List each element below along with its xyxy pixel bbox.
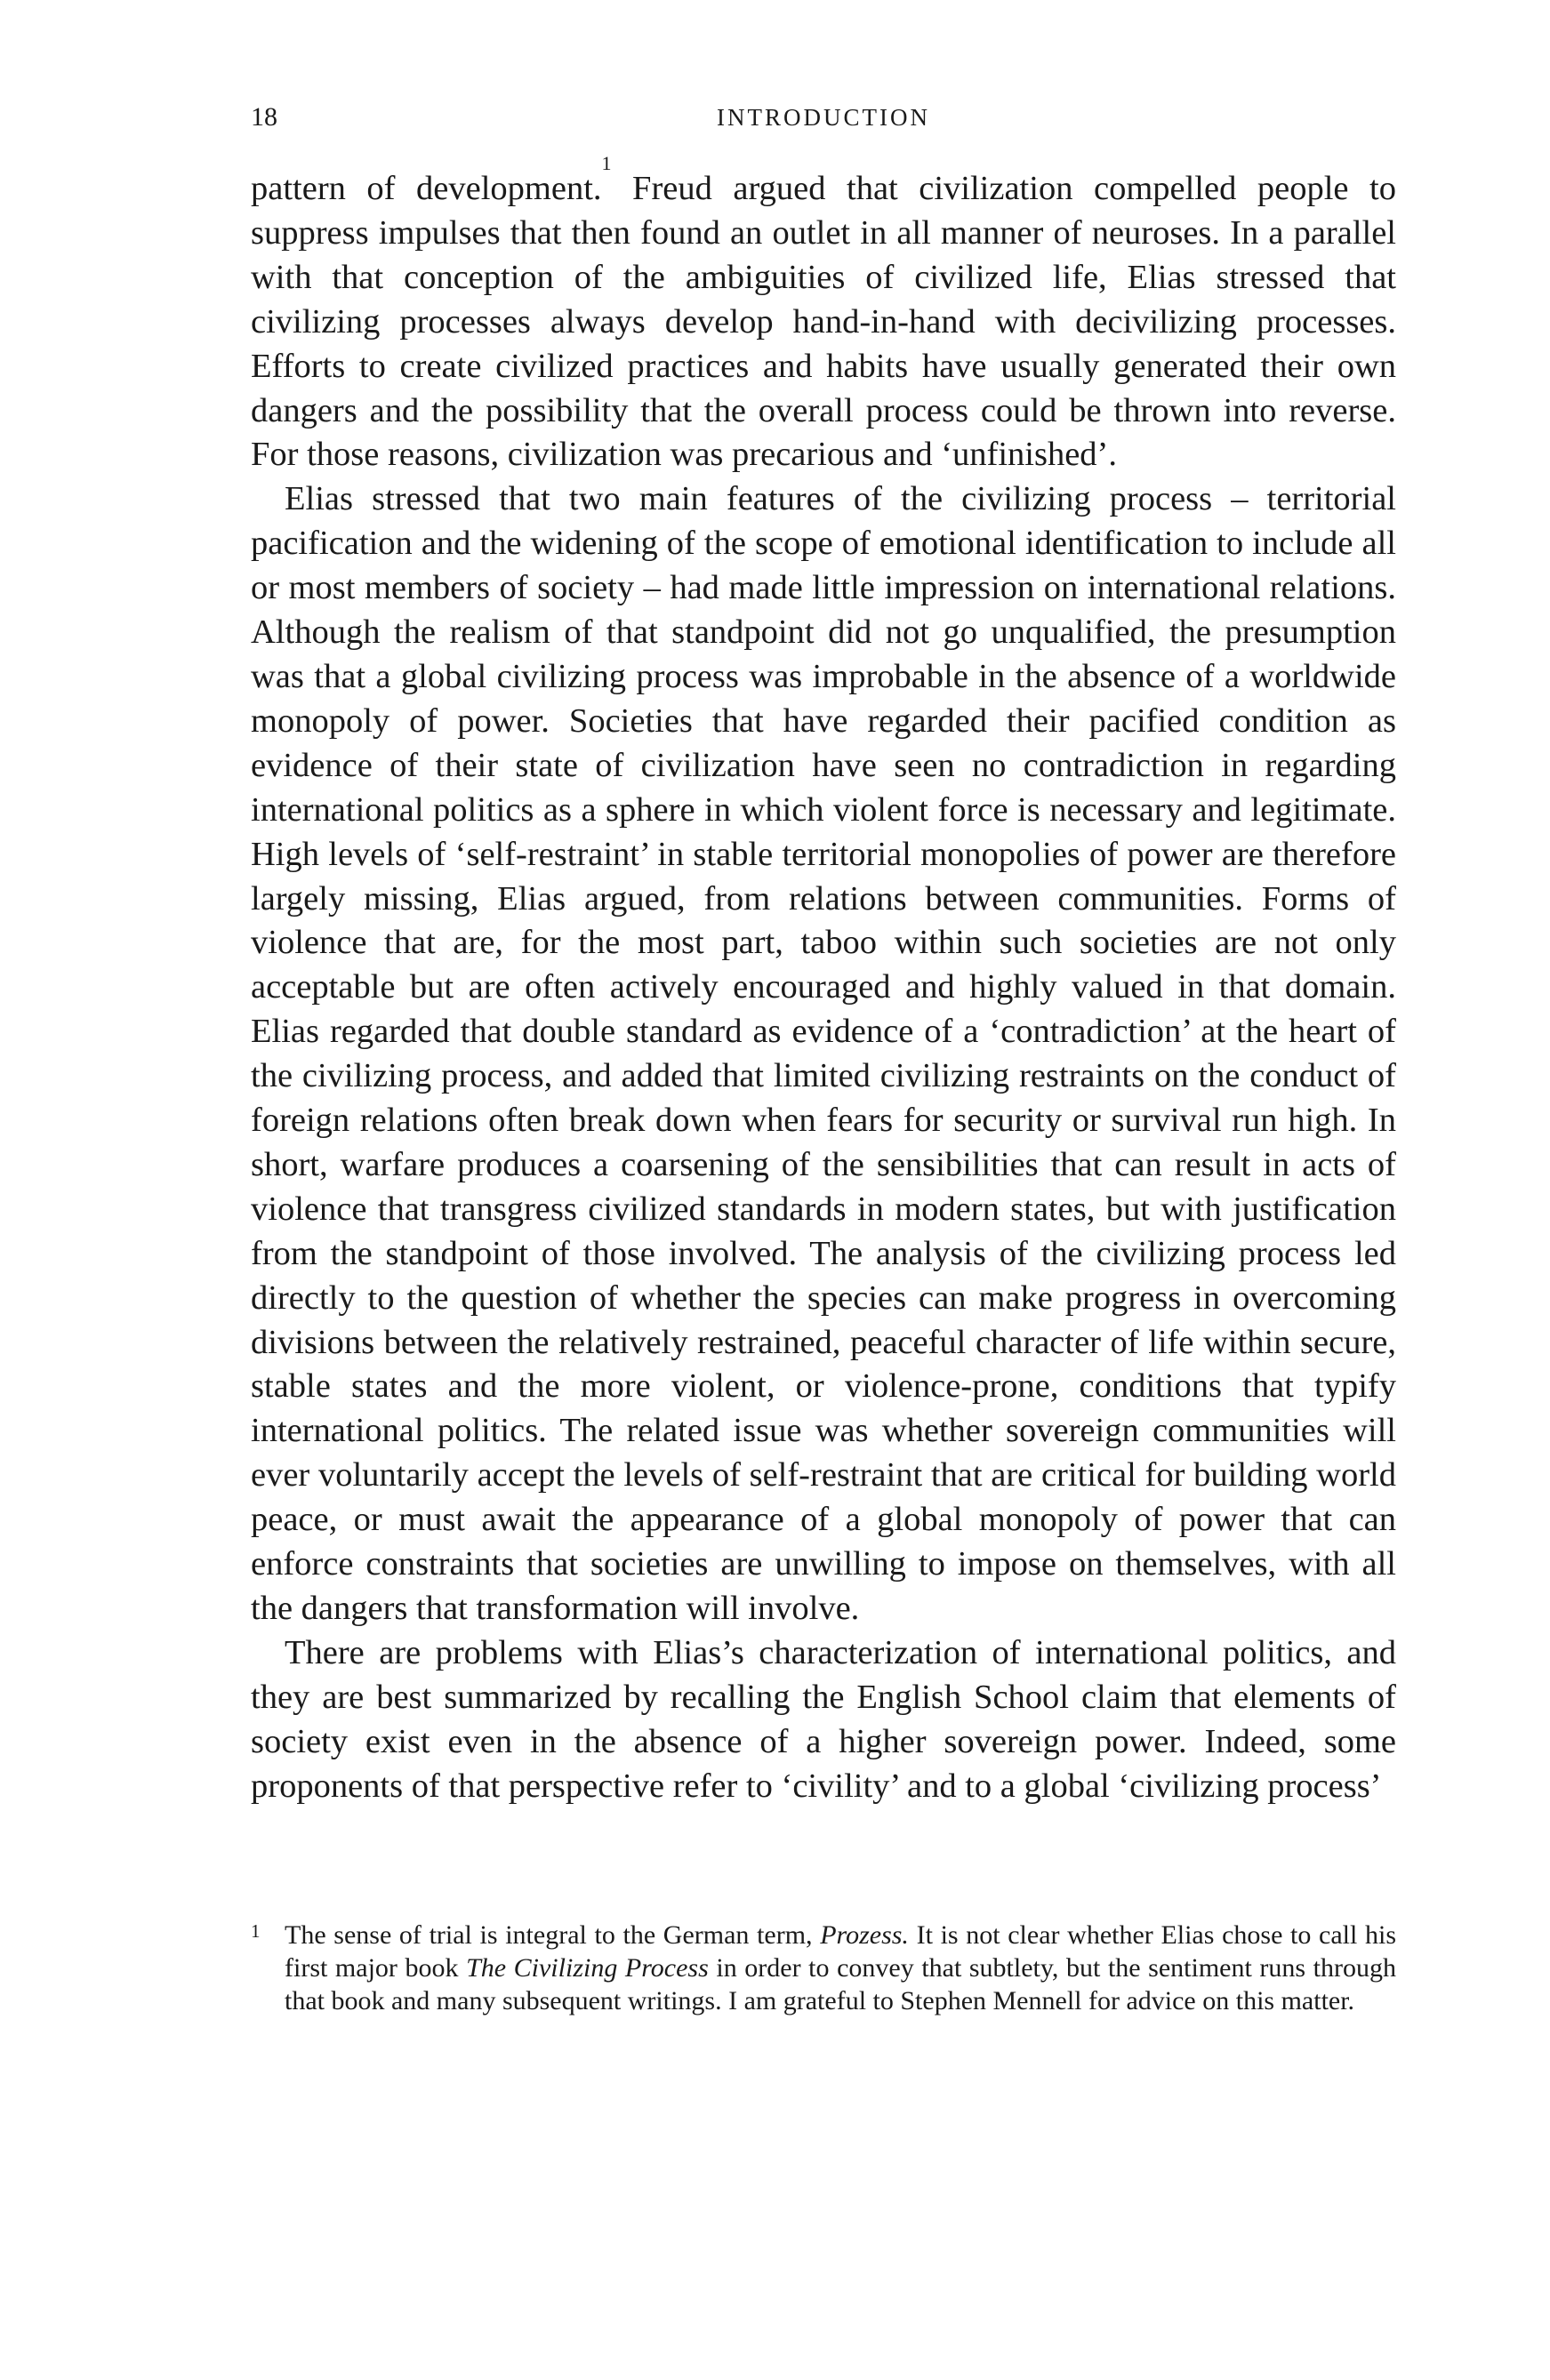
page-number: 18 <box>251 102 277 132</box>
paragraph-1-rest: Freud argued that civilization compelled people to suppress impulses that then found an outlet in all manner of neuroses. In a parallel with that conception of the ambiguities of civilized life, Elias stressed that civilizing processes always develop hand-in-hand with decivilizing processes. Efforts to create civilized practices and habits have usually generated their own dangers and the possibility that the overall process could be thrown into reverse. For those reasons, civilization was precarious and ‘unfinished’. <box>251 170 1396 474</box>
footnote-book-title: The Civilizing Process <box>466 1953 709 1983</box>
footnote-mark: 1 <box>251 1920 261 1942</box>
footnote-text-b: It is not clear whether Elias chose to call his first major book <box>285 1920 1396 1983</box>
paragraph-2: Elias stressed that two main features of the civilizing process – territorial pacification and the widening of the scope of emotional identification to include all or most members of society – had made little impression on international relations. Although the realism of that standpoint did not go unqualified, the presumption was that a global civilizing process was improbable in the absence of a worldwide monopoly of power. Societies that have regarded their pacified condition as evidence of their state of civilization have seen no contradiction in regarding international politics as a sphere in which violent force is necessary and legitimate. High levels of ‘self-restraint’ in stable territorial monopolies of power are therefore largely missing, Elias argued, from relations between communities. Forms of violence that are, for the most part, taboo within such societies are not only acceptable but are often actively encouraged and highly valued in that domain. Elias regarded that double standard as evidence of a ‘contradiction’ at the heart of the civilizing process, and added that limited civilizing restraints on the conduct of foreign relations often break down when fears for security or survival run high. In short, warfare produces a coarsening of the sensibilities that can result in acts of violence that transgress civilized standards in modern states, but with justification from the standpoint of those involved. The analysis of the civilizing process led directly to the question of whether the species can make progress in overcoming divisions between the relatively restrained, peaceful character of life within secure, stable states and the more violent, or violence-prone, conditions that typify international politics. The related issue was whether sovereign communities will ever voluntarily accept the levels of self-restraint that are critical for building world peace, or must await the appearance of a global monopoly of power that can enforce constraints that societies are unwilling to impose on themselves, with all the dangers that transformation will involve. <box>251 480 1396 1627</box>
paragraph-3: There are problems with Elias’s characterization of international politics, and they are best summarized by recalling the English School claim that elements of society exist even in the absence of a higher sovereign power. Indeed, some proponents of that perspective refer to ‘civility’ and to a global ‘civilizing process’ <box>251 1633 1396 1805</box>
chapter-title: INTRODUCTION <box>717 104 930 131</box>
footnote-text-c: in order to convey that subtlety, but the sentiment runs through that book and many subsequent writings. I am grateful to Stephen Mennell for advice on this matter. <box>285 1953 1396 2015</box>
running-head <box>251 100 1396 144</box>
paragraph-1 <box>251 152 1396 477</box>
body-text <box>251 152 1396 1809</box>
footnotes <box>251 1919 1396 2017</box>
footnote-text-a: The sense of trial is integral to the German term, <box>285 1920 821 1950</box>
footnote <box>251 1919 1396 2017</box>
footnote-reference[interactable]: 1 <box>601 152 612 174</box>
footnote-term-prozess: Prozess. <box>820 1920 909 1950</box>
paragraph-1-start: pattern of development. <box>251 170 602 207</box>
